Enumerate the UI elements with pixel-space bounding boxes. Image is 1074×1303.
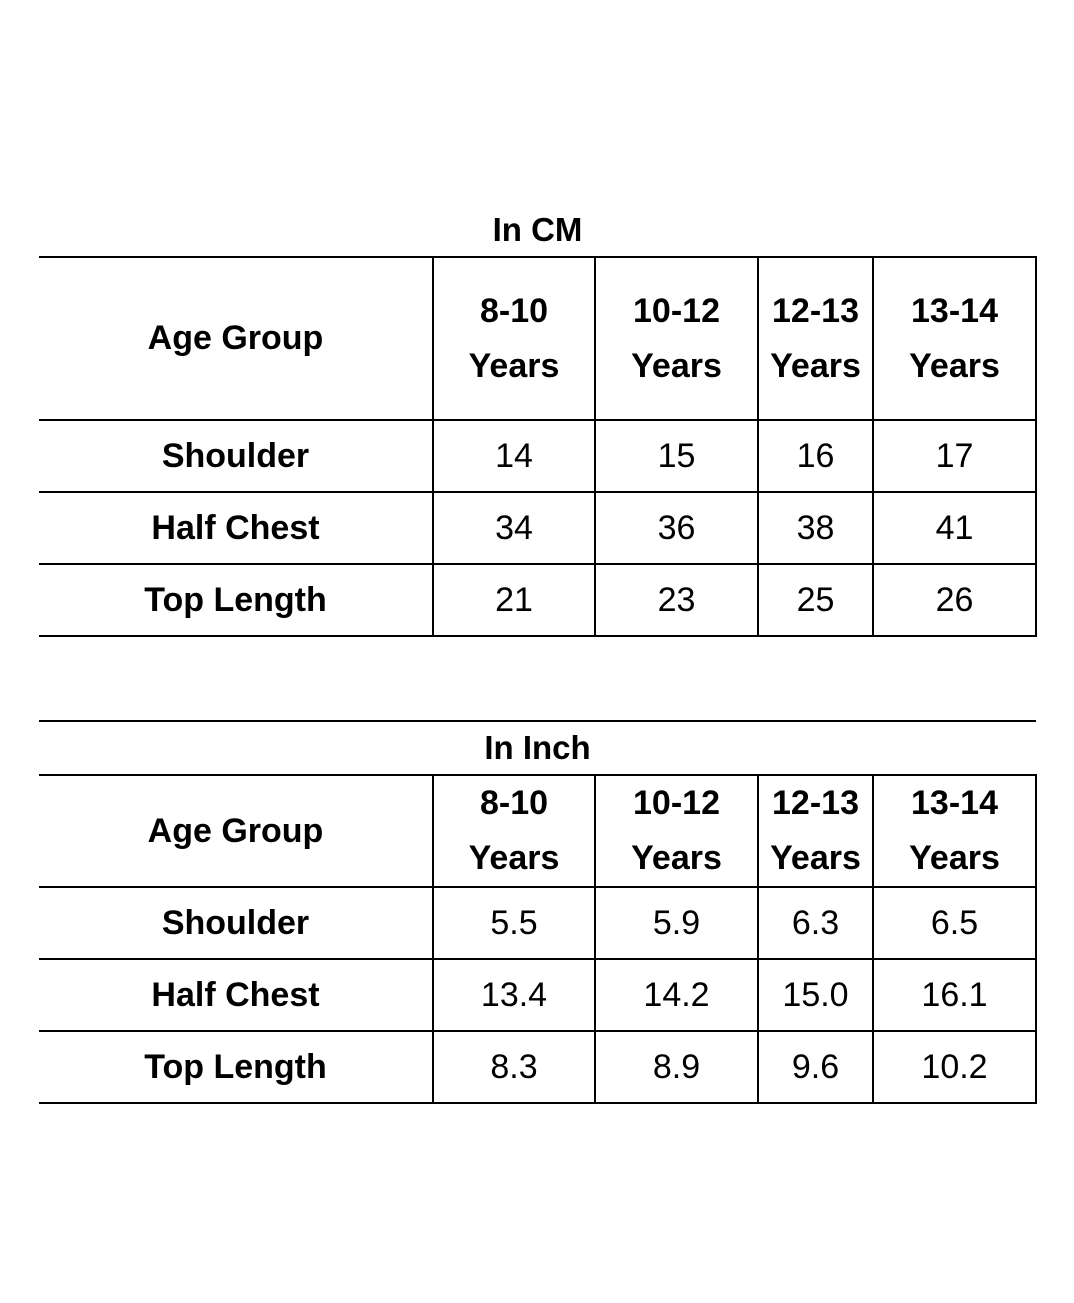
row-label: Shoulder <box>39 420 433 492</box>
row-label: Shoulder <box>39 887 433 959</box>
table-cell: 6.5 <box>873 887 1036 959</box>
age-unit: Years <box>909 839 1000 877</box>
table-cell: 5.5 <box>433 887 595 959</box>
table-cell: 23 <box>595 564 758 636</box>
table-cell: 13.4 <box>433 959 595 1031</box>
table-cell: 14.2 <box>595 959 758 1031</box>
age-unit: Years <box>631 346 722 385</box>
age-range: 10-12 <box>633 291 720 330</box>
table-cell: 34 <box>433 492 595 564</box>
row-label: Half Chest <box>39 959 433 1031</box>
header-row <box>39 257 1036 420</box>
table-cell: 16.1 <box>873 959 1036 1031</box>
table-cell: 38 <box>758 492 873 564</box>
table-top-border <box>39 720 1036 722</box>
column-header <box>873 257 1036 420</box>
table-cell: 21 <box>433 564 595 636</box>
age-unit: Years <box>631 839 722 877</box>
row-label: Top Length <box>39 1031 433 1103</box>
age-range: 13-14 <box>911 291 998 330</box>
table-row <box>39 420 1036 492</box>
table-cell: 17 <box>873 420 1036 492</box>
age-unit: Years <box>468 839 560 877</box>
table-cell: 16 <box>758 420 873 492</box>
table-cell: 15 <box>595 420 758 492</box>
table-cell: 36 <box>595 492 758 564</box>
column-header <box>433 257 595 420</box>
age-range: 13-14 <box>911 784 998 822</box>
age-unit: Years <box>770 346 861 385</box>
table-cell: 25 <box>758 564 873 636</box>
table-cell: 41 <box>873 492 1036 564</box>
size-table-inch <box>39 774 1037 1104</box>
row-label: Top Length <box>39 564 433 636</box>
age-range: 12-13 <box>772 784 859 822</box>
age-group-header: Age Group <box>39 775 433 887</box>
size-table-cm <box>39 256 1037 637</box>
table-cell: 26 <box>873 564 1036 636</box>
header-row <box>39 775 1036 887</box>
table-row <box>39 492 1036 564</box>
table-cell: 14 <box>433 420 595 492</box>
table-title: In Inch <box>484 729 591 766</box>
column-header <box>873 775 1036 887</box>
table-row <box>39 887 1036 959</box>
table-cell: 9.6 <box>758 1031 873 1103</box>
row-label: Half Chest <box>39 492 433 564</box>
table-row <box>39 959 1036 1031</box>
table-cell: 8.3 <box>433 1031 595 1103</box>
column-header <box>758 257 873 420</box>
table-cell: 5.9 <box>595 887 758 959</box>
table-row <box>39 564 1036 636</box>
age-group-header: Age Group <box>39 257 433 420</box>
age-range: 12-13 <box>772 291 859 330</box>
column-header <box>758 775 873 887</box>
table-row <box>39 1031 1036 1103</box>
table-cell: 6.3 <box>758 887 873 959</box>
table-cell: 10.2 <box>873 1031 1036 1103</box>
age-range: 8-10 <box>479 291 549 330</box>
age-range: 8-10 <box>479 784 549 822</box>
age-range: 10-12 <box>633 784 720 822</box>
age-unit: Years <box>909 346 1000 385</box>
table-cell: 8.9 <box>595 1031 758 1103</box>
age-unit: Years <box>468 346 560 385</box>
age-unit: Years <box>770 839 861 877</box>
column-header <box>595 257 758 420</box>
table-title: In CM <box>492 211 583 248</box>
column-header <box>433 775 595 887</box>
table-cell: 15.0 <box>758 959 873 1031</box>
column-header <box>595 775 758 887</box>
